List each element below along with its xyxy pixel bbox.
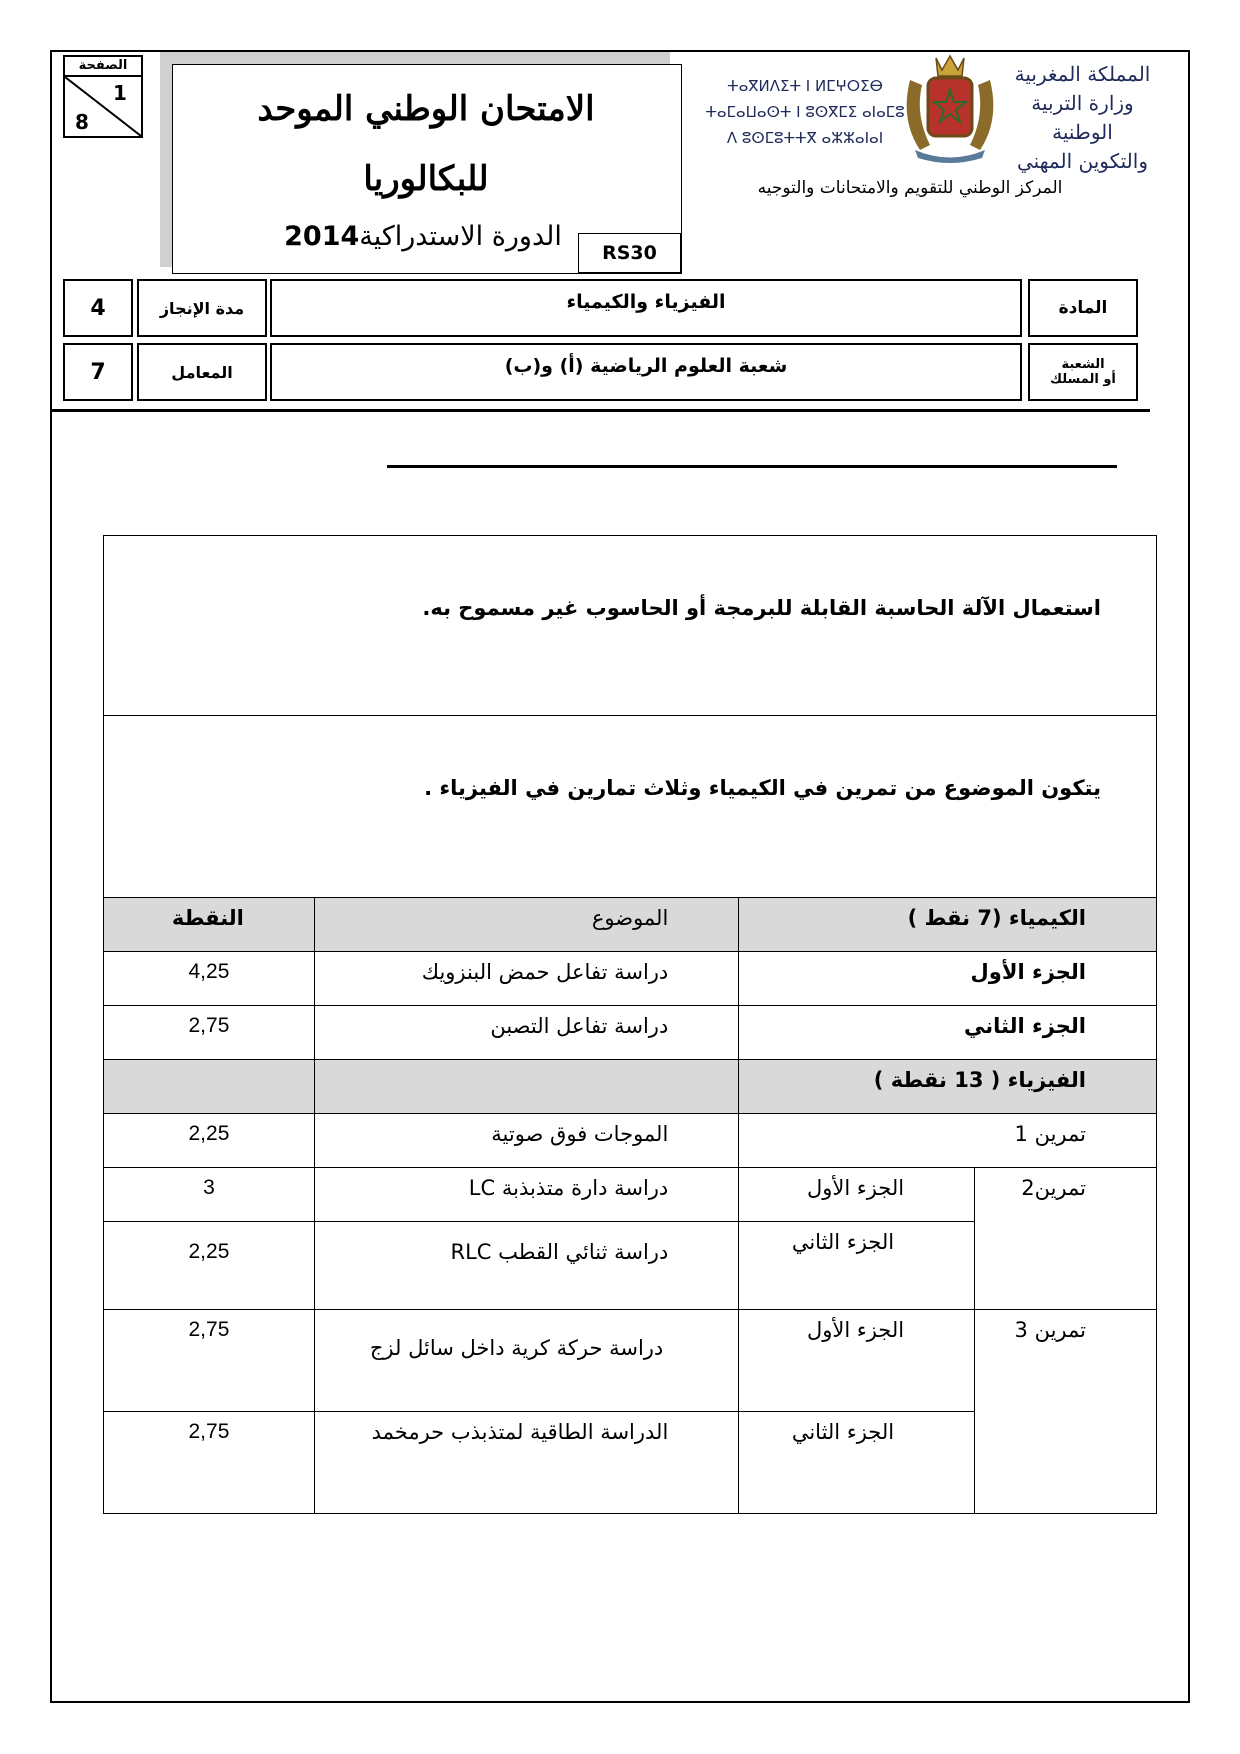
ex2-part2-label: الجزء الثاني — [739, 1222, 975, 1310]
session-text: الدورة الاستدراكية — [359, 221, 562, 252]
notice-calculator: استعمال الآلة الحاسبة القابلة للبرمجة أو الحاسوب غير مسموح به. — [104, 536, 1157, 716]
notice-composition-row — [104, 716, 1157, 898]
session-line — [273, 221, 573, 252]
ex3-part1-topic: دراسة حركة كرية داخل سائل لزج — [314, 1310, 738, 1412]
table-row — [104, 1114, 1157, 1168]
exam-title-line1: الامتحان الوطني الموحد — [257, 89, 595, 129]
duration-value: 4 — [63, 279, 133, 337]
physics-header-empty — [314, 1060, 738, 1114]
tifinagh-line1: ⵜⴰⴳⵍⴷⵉⵜ ⵏ ⵍⵎⵖⵔⵉⴱ — [727, 76, 883, 95]
exam-title-box — [172, 64, 682, 274]
notice-composition: يتكون الموضوع من تمرين في الكيمياء وثلاث تمارين في الفيزياء . — [104, 716, 1157, 898]
session-year: 2014 — [284, 221, 360, 252]
table-row — [104, 1006, 1157, 1060]
ex1-label: تمرين 1 — [739, 1114, 1157, 1168]
ex3-part1-points: 2,75 — [104, 1310, 315, 1412]
chemistry-header: الكيمياء (7 نقط ) — [739, 898, 1157, 952]
chemistry-header-row — [104, 898, 1157, 952]
ex2-part1-points: 3 — [104, 1168, 315, 1222]
chem-part1-points: 4,25 — [104, 952, 315, 1006]
page-label: الصفحة — [65, 57, 141, 77]
duration-label: مدة الإنجاز — [137, 279, 267, 337]
kingdom-line3: والتكوين المهني — [1016, 149, 1148, 173]
center-name: المركز الوطني للتقويم والامتحانات والتوجيه — [757, 178, 1063, 198]
page-total: 8 — [75, 110, 89, 134]
page-number: 1 — [113, 81, 127, 105]
exam-code: RS30 — [578, 233, 681, 273]
ex1-points: 2,25 — [104, 1114, 315, 1168]
physics-header-row — [104, 1060, 1157, 1114]
table-row — [104, 1310, 1157, 1412]
branch-label-line1: الشعبة — [1061, 357, 1105, 372]
physics-header-empty — [104, 1060, 315, 1114]
branch-value: شعبة العلوم الرياضية (أ) و(ب) — [270, 343, 1022, 401]
separator-rule — [387, 465, 1117, 468]
kingdom-block — [1000, 60, 1165, 176]
exam-title-line2: للبكالوريا — [363, 159, 489, 199]
ex2-label: تمرين2 — [975, 1168, 1157, 1310]
table-row — [104, 1168, 1157, 1222]
branch-label-line2: أو المسلك — [1050, 372, 1116, 387]
coef-label: المعامل — [137, 343, 267, 401]
ex2-part2-topic: دراسة ثنائي القطب RLC — [314, 1222, 738, 1310]
ex3-label: تمرين 3 — [975, 1310, 1157, 1514]
chem-part2-topic: دراسة تفاعل التصبن — [314, 1006, 738, 1060]
tifinagh-block — [700, 64, 910, 159]
page-number-box — [63, 55, 143, 138]
ex3-part2-topic: الدراسة الطاقية لمتذبذب حرمخمد — [314, 1412, 738, 1514]
physics-header: الفيزياء ( 13 نقطة ) — [739, 1060, 1157, 1114]
col-topic-header: الموضوع — [314, 898, 738, 952]
exam-outline-table — [103, 535, 1157, 1514]
branch-label — [1028, 343, 1138, 401]
tifinagh-line2: ⵜⴰⵎⴰⵡⴰⵙⵜ ⵏ ⵓⵙⴳⵎⵉ ⴰⵏⴰⵎⵓ — [705, 102, 905, 121]
chem-part1-label: الجزء الأول — [739, 952, 1157, 1006]
tifinagh-line3: ⴷ ⵓⵙⵎⵓⵜⵜⴳ ⴰⵣⵣⴰⵏⴰⵏ — [726, 128, 884, 147]
chem-part2-points: 2,75 — [104, 1006, 315, 1060]
ex1-topic: الموجات فوق صوتية — [314, 1114, 738, 1168]
col-points-header: النقطة — [104, 898, 315, 952]
coat-of-arms-icon — [890, 50, 1010, 165]
chem-part2-label: الجزء الثاني — [739, 1006, 1157, 1060]
header-rule — [50, 409, 1150, 412]
kingdom-line2: وزارة التربية الوطنية — [1031, 91, 1134, 144]
ex2-part2-points: 2,25 — [104, 1222, 315, 1310]
coef-value: 7 — [63, 343, 133, 401]
subject-value: الفيزياء والكيمياء — [270, 279, 1022, 337]
ex3-part1-label: الجزء الأول — [739, 1310, 975, 1412]
ex3-part2-label: الجزء الثاني — [739, 1412, 975, 1514]
notice-calculator-row — [104, 536, 1157, 716]
kingdom-line1: المملكة المغربية — [1014, 62, 1151, 86]
ex2-part1-topic: دراسة دارة متذبذبة LC — [314, 1168, 738, 1222]
chem-part1-topic: دراسة تفاعل حمض البنزويك — [314, 952, 738, 1006]
table-row — [104, 952, 1157, 1006]
subject-label: المادة — [1028, 279, 1138, 337]
ex3-part2-points: 2,75 — [104, 1412, 315, 1514]
ex2-part1-label: الجزء الأول — [739, 1168, 975, 1222]
